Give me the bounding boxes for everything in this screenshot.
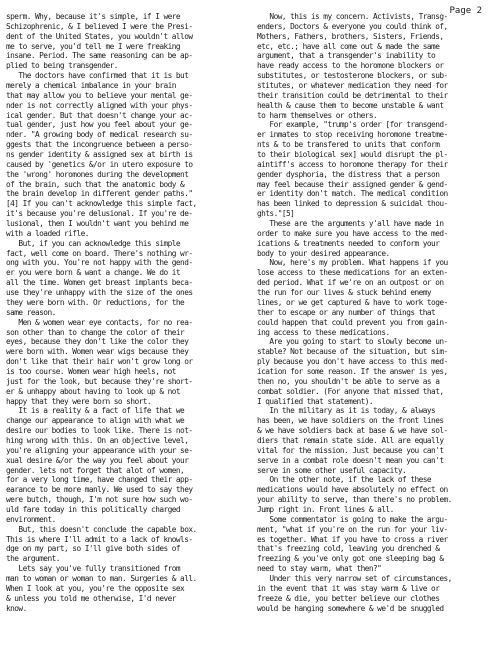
text-line: xual desire &/or the way you feel about your — [6, 455, 189, 465]
text-line: your ability to serve, than there's no problem. — [257, 495, 452, 505]
text-line: plied to being transgender. — [6, 61, 118, 71]
text-line: stable? Not because of the situation, but sim- — [257, 347, 448, 357]
text-line: it's because you're delusional. If you're de- — [6, 209, 193, 219]
text-line: On the other note, if the lack of these — [257, 475, 432, 485]
text-line: for a very long time, have changed their app- — [6, 475, 193, 485]
text-line: lines, or we get captured & have to work toge- — [257, 297, 448, 307]
text-line: is too course. Women wear high heels, not — [6, 366, 176, 376]
text-line: eyes, because they don't like the color they — [6, 337, 189, 347]
text-line: combat soldier. (For anyone that missed that, — [257, 386, 444, 396]
text-line: body to your desired appearance. — [257, 248, 390, 258]
text-line: ghts."[5] — [257, 209, 295, 219]
text-line: nder is not correctly aligned with your phys- — [6, 100, 193, 110]
text-line: Are you going to start to slowly become un- — [257, 337, 448, 347]
text-line: the run for our lives & stuck behind enemy — [257, 288, 432, 298]
text-line: in the event that it was stay warm & live or — [257, 583, 440, 593]
text-line: sperm. Why, because it's simple, if I were — [6, 12, 181, 21]
text-line: were born with. Women wear wigs because they — [6, 347, 189, 357]
text-line: er inmates to stop receiving horomone treatme- — [257, 130, 448, 140]
text-line: lose access to these medications for an exten- — [257, 268, 448, 278]
text-line: just for the look, but because they're short- — [6, 376, 193, 386]
text-line: argument, that a transgender's inability to — [257, 51, 436, 61]
text-line: insane. Period. The same reasoning can be ap- — [6, 51, 193, 61]
text-line: happy that they were born so short. — [6, 396, 152, 406]
text-line: Schizophrenic, & I believed I were the Presi- — [6, 21, 193, 31]
text-line: ded period. What if we're on an outpost or on — [257, 278, 444, 288]
text-line: change our appearance to align with what we — [6, 416, 185, 426]
text-line: need to stay warm, what then?" — [257, 564, 382, 574]
text-line: serve in a combat role doesn't mean you can't — [257, 455, 444, 465]
text-line: aintiff's access to horomone therapy for their — [257, 159, 448, 169]
text-line: order to make sure you have access to the med- — [257, 228, 448, 238]
text-line: Jump right in. Front lines & all. — [257, 504, 394, 514]
text-line: same reason. — [6, 307, 56, 317]
text-line: to their biological sex] would disrupt the pl- — [257, 150, 448, 160]
text-line: tual gender, just how you feel about your ge- — [6, 120, 193, 130]
text-line: nder. "A growing body of medical research su- — [6, 130, 193, 140]
text-line: don't like that their hair won't grow long or — [6, 357, 193, 367]
text-line: er identity don't match. The medical condition — [257, 189, 448, 199]
text-line: er you were born & want a change. We do it — [6, 268, 181, 278]
text-line: have ready access to the horomone blockers or — [257, 61, 444, 71]
right-text-column — [257, 12, 485, 613]
text-line: gender. lets not forget that alot of women, — [6, 465, 185, 475]
text-line: I qualified that statement). — [257, 396, 374, 406]
text-line: ply because you don't have access to this med- — [257, 357, 448, 367]
text-line: fact, well come on board. There's nothing wr- — [6, 248, 193, 258]
text-line: serve in some other useful capacity. — [257, 465, 407, 475]
text-line: Now, this is my concern. Activists, Transg- — [257, 12, 448, 21]
text-line: they were born with. Or reductions, for the — [6, 297, 185, 307]
text-line: Lets say you've fully transitioned from — [6, 564, 181, 574]
text-line: Some commentator is going to make the argu- — [257, 514, 448, 524]
text-line: their transition could be detrimental to their — [257, 90, 448, 100]
text-line: man to woman or woman to man. Surgeries & all. — [6, 573, 197, 583]
text-line: were butch, though, I'm not sure how such wo- — [6, 495, 193, 505]
text-line: & we have soldiers back at base & we have sol- — [257, 426, 448, 436]
text-line: gender dysphoria, the distress that a person — [257, 169, 440, 179]
text-line: of the brain, such that the anatomic body & — [6, 179, 185, 189]
text-line: health & cause them to become unstable & want — [257, 100, 444, 110]
text-line: lusional, then I wouldn't want you behind me — [6, 219, 189, 229]
text-line: merely a chemical imbalance in your brain — [6, 81, 176, 91]
text-line: ggests that the incongruence between a perso- — [6, 140, 193, 150]
text-line: For example, "trump's order [for transgend- — [257, 120, 448, 130]
text-line: that's freezing cold, leaving you drenched & — [257, 544, 440, 554]
text-line: nts & to be transfered to units that conform — [257, 140, 440, 150]
text-line: It is a reality & a fact of life that we — [6, 406, 185, 416]
text-line: es together. What if you have to cross a river — [257, 534, 448, 544]
text-line: know. — [6, 603, 27, 613]
page-number: Page 2 — [449, 6, 482, 16]
text-line: may feel because their assigned gender & gend- — [257, 179, 448, 189]
text-line: In the military as it is today, & always — [257, 406, 436, 416]
text-line: dent of the United States, you wouldn't allow — [6, 31, 193, 41]
text-line: hing wrong with this. On an objective level, — [6, 435, 189, 445]
text-line: the argument. — [6, 554, 60, 564]
text-line: vital for the mission. Just because you can't — [257, 445, 444, 455]
text-line: This is where I'll admit to a lack of knowls- — [6, 534, 193, 544]
text-line: uld fare today in this politically charged — [6, 504, 181, 514]
text-line: son other than to change the color of their — [6, 327, 185, 337]
text-line: the brain develop in different gender paths." — [6, 189, 193, 199]
text-line: substitutes, or testosterone blockers, or sub- — [257, 71, 448, 81]
text-line: Men & women wear eye contacts, for no rea- — [6, 317, 193, 327]
text-line: me to serve, you'd tell me I were freaking — [6, 41, 181, 51]
text-line: ing access to these medications. — [257, 327, 390, 337]
text-line: you're aligning your appearance with your se- — [6, 445, 193, 455]
text-line: all the time. Women get breast implants beca- — [6, 278, 193, 288]
text-line: freeze & die, you better believe our clothes — [257, 593, 440, 603]
text-line: medications would have absolutely no effect on — [257, 485, 448, 495]
text-line: ns gender identity & assigned sex at birth is — [6, 150, 193, 160]
text-line: has been, we have soldiers on the front lines — [257, 416, 444, 426]
text-line: environment. — [6, 514, 56, 524]
text-line: ment, "what if you're on the run for your liv- — [257, 524, 448, 534]
text-line: enders, Doctors & everyone you could think of, — [257, 21, 448, 31]
text-line: dge on my part, so I'll give both sides of — [6, 544, 181, 554]
text-line: stitutes, or whatever medication they need for — [257, 81, 448, 91]
text-line: ication for some reason. If the answer is yes, — [257, 366, 448, 376]
text-line: etc, etc.; have all come out & made the same — [257, 41, 440, 51]
text-line: desire our bodies to look like. There is not- — [6, 426, 193, 436]
text-line: & unless you told me otherwise, I'd never — [6, 593, 176, 603]
text-line: But, this doesn't conclude the capable box. — [6, 524, 197, 534]
text-line: [4] If you can't acknowledge this simple fact, — [6, 199, 197, 209]
text-line: use they're unhappy with the size of the ones — [6, 288, 193, 298]
text-line: then no, you shouldn't be able to serve as a — [257, 376, 440, 386]
text-line: Mothers, Fathers, brothers, Sisters, Friends, — [257, 31, 444, 41]
text-line: that may allow you to believe your mental ge- — [6, 90, 193, 100]
text-line: ications & treatments needed to conform your — [257, 238, 440, 248]
text-line: er & unhappy about having to look up & not — [6, 386, 181, 396]
text-line: earance to be more manly. We used to say they — [6, 485, 193, 495]
text-line: The doctors have confirmed that it is but — [6, 71, 189, 81]
text-line: the 'wrong' horomones during the development — [6, 169, 189, 179]
text-line: ical gender. But that doesn't change your ac- — [6, 110, 193, 120]
text-line: ther to escape or any number of things that — [257, 307, 436, 317]
text-line: Under this very narrow set of circumstances, — [257, 573, 452, 583]
text-line: ong with you. You're not happy with the gend- — [6, 258, 193, 268]
text-line: would be hanging somewhere & we'd be snuggled — [257, 603, 444, 613]
text-line: has been linked to depression & suicidal thou- — [257, 199, 448, 209]
text-line: But, if you can acknowledge this simple — [6, 238, 181, 248]
left-text-column — [6, 12, 234, 613]
text-line: freezing & you've only got one sleeping bag & — [257, 554, 444, 564]
text-line: When I look at you, you're the opposite sex — [6, 583, 185, 593]
text-line: Now, here's my problem. What happens if you — [257, 258, 448, 268]
text-line: to harm themselves or others. — [257, 110, 378, 120]
text-line: These are the arguments y'all have made in — [257, 219, 444, 229]
text-line: with a loaded rifle. — [6, 228, 89, 238]
text-line: could happen that could prevent you from gain- — [257, 317, 448, 327]
text-line: diers that remain state side. All are equally — [257, 435, 444, 445]
text-line: caused by 'genetics &/or in utero exposure to — [6, 159, 193, 169]
